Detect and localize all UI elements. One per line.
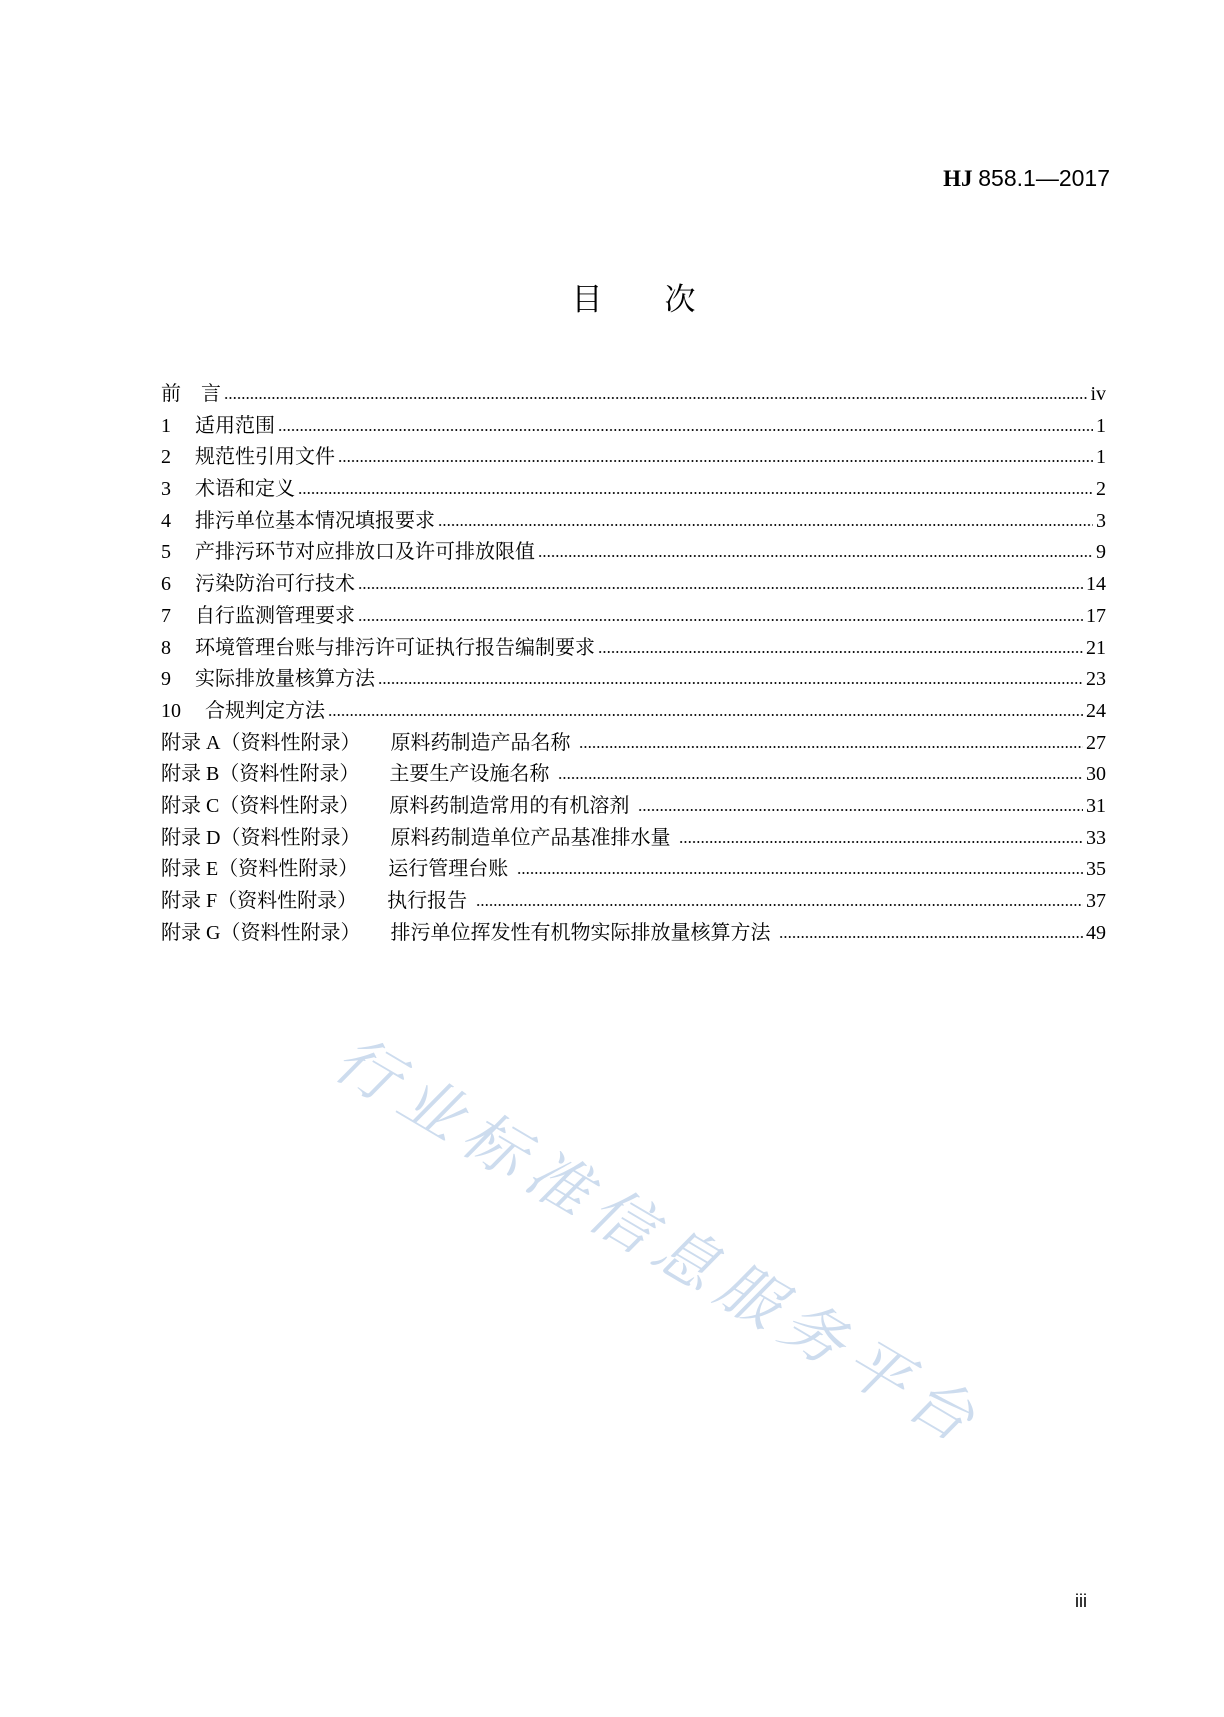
toc-entry-title: 排污单位基本情况填报要求 (195, 509, 435, 532)
toc-entry-title: 原料药制造单位产品基准排水量 (390, 826, 671, 849)
toc-entry (161, 696, 1106, 728)
toc-entry-title: 排污单位挥发性有机物实际排放量核算方法 (390, 921, 771, 944)
toc-entry-number: 5 (161, 541, 171, 564)
toc-entry-page: 1 (1096, 446, 1106, 469)
toc-entry-title: 运行管理台账 (388, 858, 509, 881)
dot-leader (517, 871, 1083, 875)
toc-appendix-label: 附录 G（资料性附录） (161, 921, 361, 944)
toc-entry-page: 24 (1086, 699, 1106, 722)
toc-entry-title: 合规判定方法 (205, 699, 325, 722)
standard-code-number: 858.1—2017 (978, 165, 1110, 191)
toc-entry-title: 产排污环节对应排放口及许可排放限值 (195, 541, 535, 564)
toc-appendix-label: 附录 C（资料性附录） (161, 794, 360, 817)
toc-appendix-entry (161, 728, 1106, 760)
dot-leader (298, 491, 1093, 495)
toc-entry-title: 前 言 (161, 383, 221, 405)
toc-appendix-entry (161, 886, 1106, 918)
toc-entry-page: 27 (1086, 731, 1106, 754)
toc-entry-page: 37 (1086, 890, 1106, 912)
toc-entry-page: 14 (1086, 573, 1106, 596)
toc-entry-title: 污染防治可行技术 (195, 573, 355, 596)
toc-entry (161, 506, 1106, 538)
toc-appendix-entry (161, 791, 1106, 823)
toc-entry-number: 3 (161, 478, 171, 501)
dot-leader (779, 935, 1083, 939)
toc-appendix-entry (161, 854, 1106, 886)
toc-entry-title: 实际排放量核算方法 (195, 668, 375, 691)
page-number: iii (1075, 1591, 1087, 1611)
toc-appendix-entry (161, 759, 1106, 791)
toc-entry-title: 原料药制造常用的有机溶剂 (389, 794, 630, 817)
dot-leader (598, 650, 1083, 654)
dot-leader (579, 745, 1083, 749)
toc-entry (161, 601, 1106, 633)
dot-leader (638, 808, 1083, 812)
toc-entry-number: 9 (161, 668, 171, 691)
toc-entry-number: 2 (161, 446, 171, 469)
toc-entry-page: 49 (1086, 921, 1106, 944)
dot-leader (358, 618, 1083, 622)
toc-entry-page: 2 (1096, 478, 1106, 501)
toc-entry (161, 633, 1106, 665)
toc-entry-page: 3 (1096, 509, 1106, 532)
dot-leader (679, 840, 1083, 844)
toc-entry-title: 适用范围 (195, 414, 275, 437)
toc-entry-page: 21 (1086, 636, 1106, 659)
toc-entry-title: 执行报告 (387, 890, 468, 912)
dot-leader (476, 903, 1083, 907)
toc-entry-page: 30 (1086, 763, 1106, 786)
toc-entry-title: 主要生产设施名称 (389, 763, 550, 786)
toc-entry-number: 8 (161, 636, 171, 659)
toc-entry-number: 10 (161, 699, 181, 722)
toc-appendix-entry (161, 823, 1106, 855)
toc-entry (161, 379, 1106, 411)
toc-entry-number: 1 (161, 414, 171, 437)
toc-appendix-entry (161, 918, 1106, 950)
toc-appendix-label: 附录 E（资料性附录） (161, 858, 359, 881)
toc-entry-number: 7 (161, 604, 171, 627)
watermark: 行业标准信息服务平台 (322, 1021, 997, 1462)
toc-entry (161, 411, 1106, 443)
toc-entry (161, 442, 1106, 474)
toc-entry (161, 664, 1106, 696)
toc-entry-page: 23 (1086, 668, 1106, 691)
dot-leader (328, 713, 1083, 717)
dot-leader (224, 396, 1087, 400)
dot-leader (438, 523, 1093, 527)
dot-leader (338, 459, 1093, 463)
toc-appendix-label: 附录 B（资料性附录） (161, 763, 360, 786)
toc-entry-title: 原料药制造产品名称 (390, 731, 571, 754)
dot-leader (358, 586, 1083, 590)
toc-appendix-label: 附录 F（资料性附录） (161, 890, 358, 912)
toc-entry-title: 环境管理台账与排污许可证执行报告编制要求 (195, 636, 595, 659)
toc-list (161, 379, 1106, 949)
standard-code (943, 165, 1110, 192)
toc-entry-title: 自行监测管理要求 (195, 604, 355, 627)
toc-entry-page: 35 (1086, 858, 1106, 881)
toc-entry-page: iv (1090, 383, 1106, 405)
dot-leader (558, 776, 1083, 780)
toc-appendix-label: 附录 D（资料性附录） (161, 826, 361, 849)
toc-title: 目 次 (571, 282, 696, 318)
toc-entry-page: 31 (1086, 794, 1106, 817)
toc-entry-page: 1 (1096, 414, 1106, 437)
toc-entry-title: 规范性引用文件 (195, 446, 335, 469)
toc-entry (161, 537, 1106, 569)
toc-entry (161, 474, 1106, 506)
toc-entry (161, 569, 1106, 601)
toc-entry-number: 4 (161, 509, 171, 532)
toc-entry-number: 6 (161, 573, 171, 596)
dot-leader (538, 554, 1093, 558)
dot-leader (278, 428, 1093, 432)
dot-leader (378, 681, 1083, 685)
toc-appendix-label: 附录 A（资料性附录） (161, 731, 361, 754)
standard-code-prefix: HJ (943, 166, 973, 191)
toc-entry-page: 9 (1096, 541, 1106, 564)
toc-entry-title: 术语和定义 (195, 478, 295, 501)
toc-entry-page: 33 (1086, 826, 1106, 849)
toc-entry-page: 17 (1086, 604, 1106, 627)
